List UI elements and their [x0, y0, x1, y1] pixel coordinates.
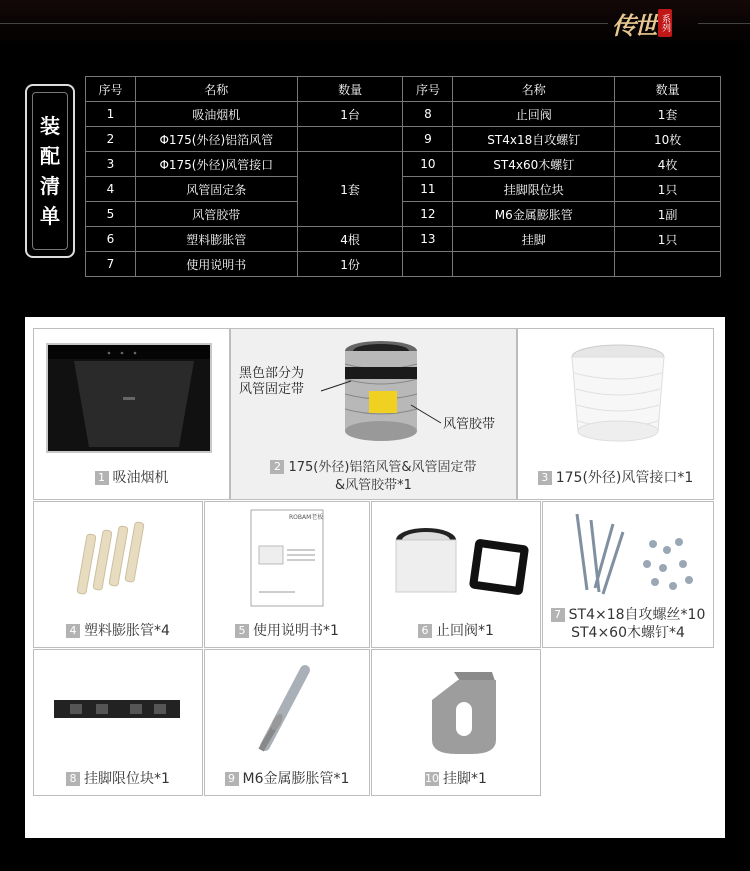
- header-qty: 数量: [297, 77, 403, 102]
- cell-qty: 4枚: [615, 152, 721, 177]
- item-card-duct-interface: [517, 328, 714, 500]
- accessories-panel: [25, 317, 725, 838]
- item-card-bracket: [371, 649, 541, 796]
- item-label: ST4×18自攻螺丝*10: [568, 607, 706, 623]
- header-name: 名称: [135, 77, 297, 102]
- item-number: 1: [95, 471, 109, 485]
- brand-seal: 系列: [658, 9, 672, 37]
- item-label: 175(外径)风管接口*1: [555, 470, 694, 486]
- cell-no: 3: [86, 152, 136, 177]
- cell-qty: 1副: [615, 202, 721, 227]
- cell-no: 13: [403, 227, 453, 252]
- item-label: M6金属膨胀管*1: [242, 771, 350, 787]
- check-valve-image: [372, 502, 540, 612]
- manual-image: [205, 502, 369, 612]
- screws-image: [543, 502, 713, 602]
- item-number: 5: [235, 624, 249, 638]
- item-caption: [518, 469, 713, 487]
- item-card-range-hood: [33, 328, 230, 500]
- annotation-line: 风管固定带: [239, 382, 305, 397]
- brand-divider-left: [0, 23, 608, 24]
- item-number: 2: [270, 460, 284, 474]
- title-char: 单: [40, 204, 60, 228]
- item-card-expansion-bolt: [204, 649, 370, 796]
- cell-name: [453, 252, 615, 277]
- item-number: 6: [418, 624, 432, 638]
- cell-name: 止回阀: [453, 102, 615, 127]
- bracket-image: [372, 650, 540, 760]
- item-caption: [34, 770, 202, 788]
- title-char: 配: [40, 144, 60, 168]
- annotation-line: 黑色部分为: [239, 366, 305, 381]
- cell-no: 11: [403, 177, 453, 202]
- item-number: 4: [66, 624, 80, 638]
- plastic-anchor-image: [34, 502, 202, 612]
- table-row: [86, 202, 721, 227]
- cell-no: 5: [86, 202, 136, 227]
- item-label: ST4×60木螺钉*4: [571, 625, 685, 641]
- item-caption: [372, 770, 540, 788]
- cell-name: 塑料膨胀管: [135, 227, 297, 252]
- header-name: 名称: [453, 77, 615, 102]
- cell-name: ST4x18自攻螺钉: [453, 127, 615, 152]
- cell-qty: 10枚: [615, 127, 721, 152]
- cell-qty: 1台: [297, 102, 403, 127]
- item-label: 止回阀*1: [436, 623, 494, 639]
- item-label: 挂脚限位块*1: [84, 771, 170, 787]
- cell-name: Φ175(外径)铝箔风管: [135, 127, 297, 152]
- item-card-limit-block: [33, 649, 203, 796]
- cell-name: Φ175(外径)风管接口: [135, 152, 297, 177]
- expansion-bolt-image: [205, 650, 369, 760]
- item-caption: [205, 622, 369, 640]
- cell-qty: 4根: [297, 227, 403, 252]
- header-no: 序号: [403, 77, 453, 102]
- cell-qty: [615, 252, 721, 277]
- table-row: [86, 177, 721, 202]
- table-header-row: [86, 77, 721, 102]
- annotation-black-part: [239, 366, 304, 398]
- item-caption: [372, 622, 540, 640]
- item-caption: [205, 770, 369, 788]
- item-label: 175(外径)铝箔风管&风管固定带: [288, 460, 477, 475]
- header-qty: 数量: [615, 77, 721, 102]
- cell-name: 挂脚限位块: [453, 177, 615, 202]
- cell-qty-merged: [297, 152, 403, 227]
- item-label: 吸油烟机: [112, 470, 169, 486]
- header-no: 序号: [86, 77, 136, 102]
- cell-qty: 1只: [615, 227, 721, 252]
- item-number: 9: [225, 772, 239, 786]
- cell-no: 6: [86, 227, 136, 252]
- table-row: [86, 227, 721, 252]
- range-hood-image: [34, 329, 229, 459]
- item-number: 3: [538, 471, 552, 485]
- cell-qty: 1只: [615, 177, 721, 202]
- cell-no: 7: [86, 252, 136, 277]
- cell-name: M6金属膨胀管: [453, 202, 615, 227]
- cell-qty: [297, 127, 403, 152]
- table-row: [86, 252, 721, 277]
- cell-name: 使用说明书: [135, 252, 297, 277]
- duct-interface-image: [518, 329, 713, 459]
- merged-qty: 1套: [340, 182, 360, 197]
- manual-brand: ROBAM老板: [289, 514, 324, 521]
- brand-name: 传世: [612, 10, 656, 40]
- item-number: 10: [425, 772, 440, 785]
- cell-no: 10: [403, 152, 453, 177]
- cell-no: 12: [403, 202, 453, 227]
- limit-block-image: [34, 650, 202, 760]
- item-card-duct: [230, 328, 517, 500]
- table-row: [86, 152, 721, 177]
- brand-divider-right: [698, 23, 750, 24]
- table-row: [86, 102, 721, 127]
- cell-no: 9: [403, 127, 453, 152]
- item-label: &风管胶带*1: [335, 478, 412, 493]
- cell-qty: 1套: [615, 102, 721, 127]
- cell-no: 4: [86, 177, 136, 202]
- table-row: [86, 127, 721, 152]
- item-label: 塑料膨胀管*4: [84, 623, 170, 639]
- annotation-tape: 风管胶带: [443, 417, 496, 432]
- cell-name: 挂脚: [453, 227, 615, 252]
- item-card-screws: [542, 501, 714, 648]
- item-caption: [34, 622, 202, 640]
- title-char: 装: [40, 114, 60, 138]
- title-char: 清: [40, 174, 60, 198]
- item-number: 7: [551, 608, 565, 622]
- cell-no: 1: [86, 102, 136, 127]
- item-caption: [231, 459, 516, 495]
- item-card-manual: [204, 501, 370, 648]
- item-card-check-valve: [371, 501, 541, 648]
- cell-name: 风管胶带: [135, 202, 297, 227]
- item-caption: [34, 469, 229, 487]
- cell-no: [403, 252, 453, 277]
- item-caption: [543, 606, 713, 642]
- cell-no: 2: [86, 127, 136, 152]
- packing-list-table: [85, 76, 721, 277]
- item-number: 8: [66, 772, 80, 786]
- item-label: 挂脚*1: [443, 771, 487, 787]
- cell-name: ST4x60木螺钉: [453, 152, 615, 177]
- cell-name: 吸油烟机: [135, 102, 297, 127]
- packing-list-title: [25, 84, 75, 258]
- item-label: 使用说明书*1: [253, 623, 339, 639]
- cell-qty: 1份: [297, 252, 403, 277]
- brand-logo: [612, 8, 672, 38]
- item-card-plastic-anchors: [33, 501, 203, 648]
- cell-name: 风管固定条: [135, 177, 297, 202]
- cell-no: 8: [403, 102, 453, 127]
